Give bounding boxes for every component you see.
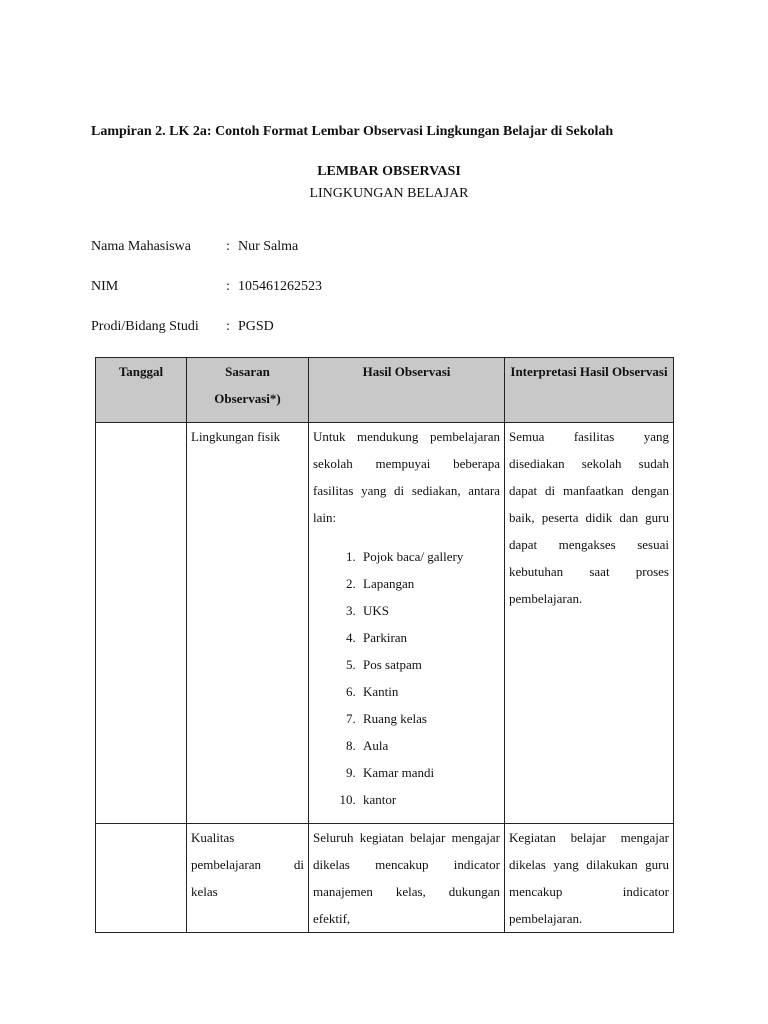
info-label: Prodi/Bidang Studi xyxy=(91,319,199,334)
cell-interpretasi: Kegiatan belajar mengajar dikelas yang dilakukan guru mencakup indicator pembelajaran. xyxy=(505,824,674,933)
header-sasaran: Sasaran Observasi*) xyxy=(187,358,309,423)
list-item: 5. Pos satpam xyxy=(359,651,500,678)
document-title: LEMBAR OBSERVASI xyxy=(317,164,461,179)
info-row-nim xyxy=(91,279,322,295)
document-subtitle: LINGKUNGAN BELAJAR xyxy=(309,186,469,201)
list-item: 10. kantor xyxy=(359,786,500,813)
info-row-name xyxy=(91,239,298,255)
observation-table xyxy=(95,357,674,933)
hasil-intro: Untuk mendukung pembelajaran sekolah mempuyai beberapa fasilitas yang di sediakan, antara lain: xyxy=(313,429,500,525)
list-item: 6. Kantin xyxy=(359,678,500,705)
list-item: 3. UKS xyxy=(359,597,500,624)
table-row xyxy=(96,423,674,824)
list-item: 2. Lapangan xyxy=(359,570,500,597)
info-separator: : xyxy=(226,319,230,334)
document-caption: Lampiran 2. LK 2a: Contoh Format Lembar Observasi Lingkungan Belajar di Sekolah xyxy=(91,124,614,139)
table-header-row xyxy=(96,358,674,423)
cell-sasaran: Lingkungan fisik xyxy=(187,423,309,824)
table-row xyxy=(96,824,674,933)
list-item: 8. Aula xyxy=(359,732,500,759)
info-row-prodi xyxy=(91,319,274,335)
cell-interpretasi: Semua fasilitas yang disediakan sekolah sudah dapat di manfaatkan dengan baik, peserta didik dan guru dapat mengakses sesuai kebutuhan saat proses pembelajaran. xyxy=(505,423,674,824)
info-separator: : xyxy=(226,279,230,294)
facility-list xyxy=(313,543,500,813)
info-value: Nur Salma xyxy=(238,239,299,254)
info-label: Nama Mahasiswa xyxy=(91,239,191,254)
cell-hasil xyxy=(309,423,505,824)
list-item: 7. Ruang kelas xyxy=(359,705,500,732)
list-item: 1. Pojok baca/ gallery xyxy=(359,543,500,570)
header-interpretasi: Interpretasi Hasil Observasi xyxy=(505,358,674,423)
info-label: NIM xyxy=(91,279,119,294)
cell-sasaran: Kualitas pembelajaran di kelas xyxy=(187,824,309,933)
list-item: 4. Parkiran xyxy=(359,624,500,651)
info-value: 105461262523 xyxy=(238,279,322,294)
cell-tanggal xyxy=(96,423,187,824)
info-value: PGSD xyxy=(238,319,274,334)
list-item: 9. Kamar mandi xyxy=(359,759,500,786)
header-tanggal: Tanggal xyxy=(96,358,187,423)
info-separator: : xyxy=(226,239,230,254)
header-hasil: Hasil Observasi xyxy=(309,358,505,423)
cell-hasil: Seluruh kegiatan belajar mengajar dikelas mencakup indicator manajemen kelas, dukungan efektif, xyxy=(309,824,505,933)
cell-tanggal xyxy=(96,824,187,933)
